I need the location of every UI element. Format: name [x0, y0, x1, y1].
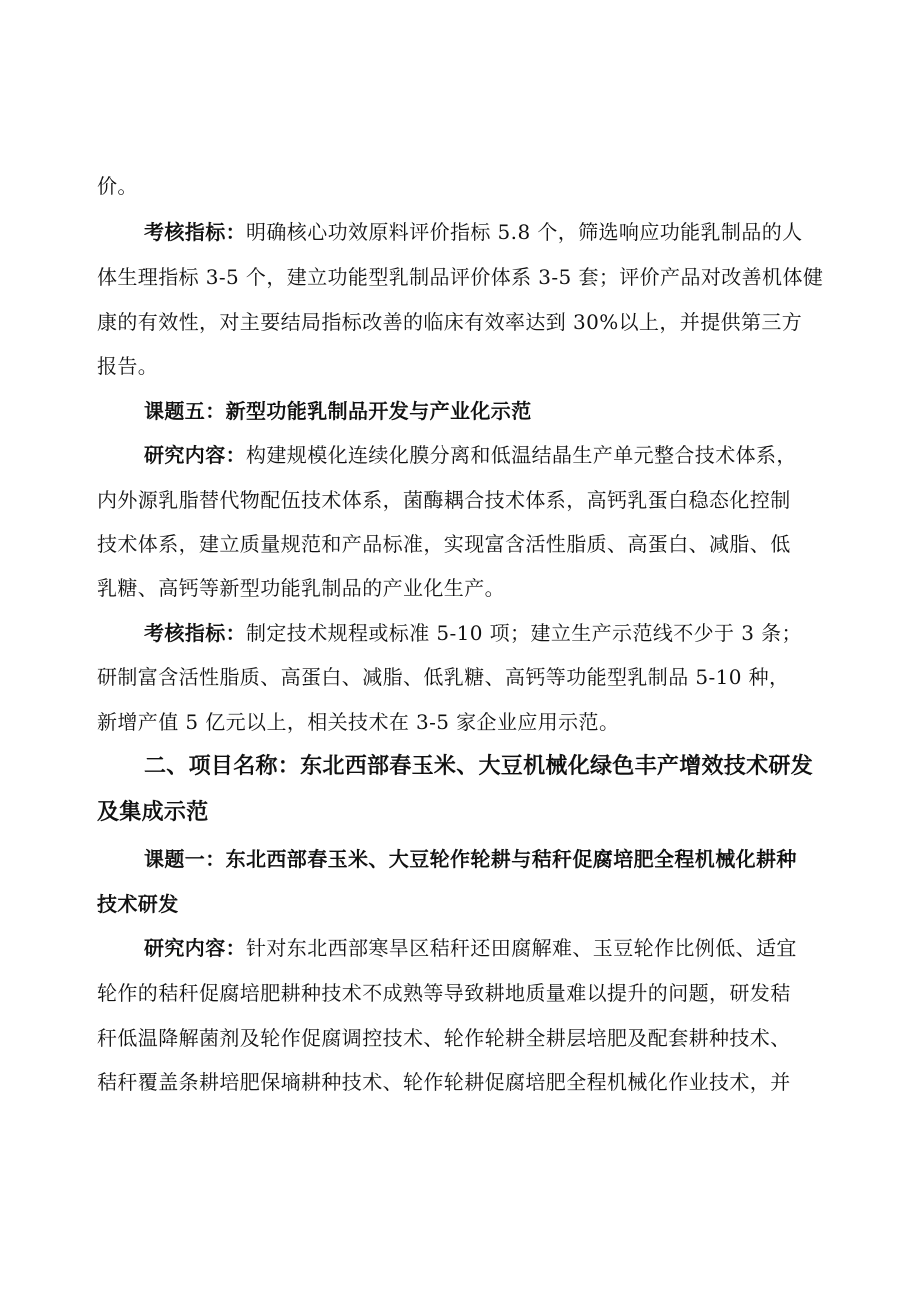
- research-label: 研究内容：: [144, 443, 246, 467]
- line-text: 制定技术规程或标准 5-10 项；建立生产示范线不少于 3 条；: [246, 621, 802, 645]
- assessment-indicators-line: [144, 619, 802, 647]
- paragraph-line: [97, 308, 802, 336]
- paragraph-line: [97, 663, 789, 691]
- line-text: 体生理指标 3-5 个，建立功能型乳制品评价体系 3-5 套；评价产品对改善机体健: [97, 265, 824, 289]
- paragraph-line: [97, 1024, 791, 1052]
- line-text: 报告。: [97, 354, 159, 378]
- heading-text: 二、项目名称：东北西部春玉米、大豆机械化绿色丰产增效技术研发: [144, 754, 814, 779]
- heading-text: 及集成示范: [97, 800, 209, 825]
- line-text: 明确核心功效原料评价指标 5.8 个，筛选响应功能乳制品的人: [246, 220, 803, 244]
- paragraph-line: [97, 979, 791, 1007]
- research-content-line: [144, 934, 797, 962]
- heading-text: 课题一：东北西部春玉米、大豆轮作轮耕与秸秆促腐培肥全程机械化耕种: [144, 847, 797, 871]
- line-text: 内外源乳脂替代物配伍技术体系，菌酶耦合技术体系，高钙乳蛋白稳态化控制: [97, 488, 791, 512]
- line-text: 构建规模化连续化膜分离和低温结晶生产单元整合技术体系，: [246, 443, 797, 467]
- paragraph-line: [97, 172, 138, 200]
- topic-five-heading: [144, 397, 532, 425]
- paragraph-line: [97, 530, 791, 558]
- project-two-heading-cont: [97, 798, 209, 828]
- paragraph-line: [97, 1068, 791, 1096]
- line-text: 技术体系，建立质量规范和产品标准，实现富含活性脂质、高蛋白、减脂、低: [97, 532, 791, 556]
- heading-text: 技术研发: [97, 892, 179, 916]
- line-text: 研制富含活性脂质、高蛋白、减脂、低乳糖、高钙等功能型乳制品 5-10 种，: [97, 665, 790, 689]
- topic-one-heading-cont: [97, 890, 179, 918]
- line-text: 针对东北西部寒旱区秸秆还田腐解难、玉豆轮作比例低、适宜: [246, 936, 797, 960]
- research-content-line: [144, 441, 797, 469]
- assessment-label: 考核指标：: [144, 621, 246, 645]
- paragraph-line: [97, 263, 823, 291]
- line-text: 轮作的秸秆促腐培肥耕种技术不成熟等导致耕地质量难以提升的问题，研发秸: [97, 981, 791, 1005]
- paragraph-line: [97, 486, 791, 514]
- paragraph-line: [97, 708, 619, 736]
- heading-text: 课题五：新型功能乳制品开发与产业化示范: [144, 399, 532, 423]
- assessment-indicators-line: [144, 218, 803, 246]
- assessment-label: 考核指标：: [144, 220, 246, 244]
- line-text: 秸秆覆盖条耕培肥保墒耕种技术、轮作轮耕促腐培肥全程机械化作业技术，并: [97, 1070, 791, 1094]
- line-text: 乳糖、高钙等新型功能乳制品的产业化生产。: [97, 576, 505, 600]
- project-two-heading: [144, 752, 813, 782]
- line-text: 价。: [97, 174, 138, 198]
- paragraph-line: [97, 574, 505, 602]
- research-label: 研究内容：: [144, 936, 246, 960]
- topic-one-heading: [144, 845, 797, 873]
- line-text: 秆低温降解菌剂及轮作促腐调控技术、轮作轮耕全耕层培肥及配套耕种技术、: [97, 1026, 791, 1050]
- line-text: 康的有效性，对主要结局指标改善的临床有效率达到 30%以上，并提供第三方: [97, 310, 803, 334]
- line-text: 新增产值 5 亿元以上，相关技术在 3-5 家企业应用示范。: [97, 710, 620, 734]
- paragraph-line: [97, 352, 158, 380]
